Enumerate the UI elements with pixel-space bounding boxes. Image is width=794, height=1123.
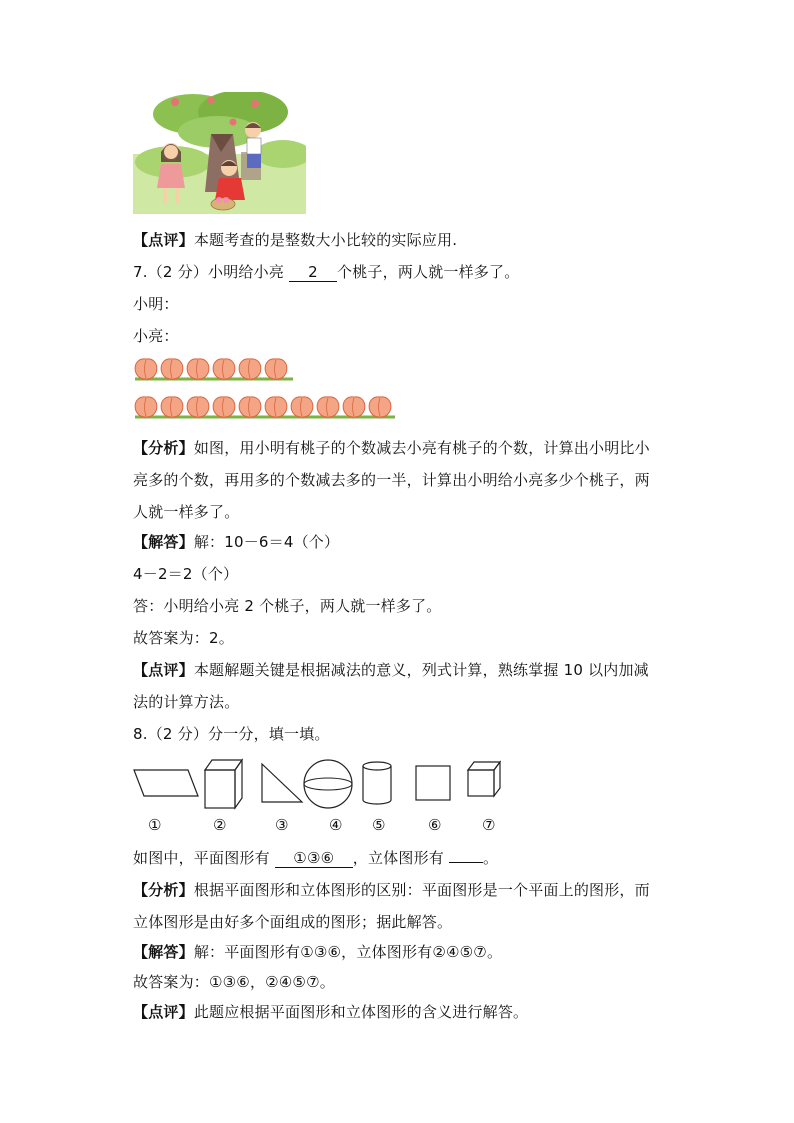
q7-label-xiaoliang: 小亮： xyxy=(133,327,179,345)
triangle-shape xyxy=(262,764,302,802)
shape-label-7: ⑦ xyxy=(482,816,496,834)
peach-icon xyxy=(343,397,365,417)
q8-solution-line: 【解答】解：平面图形有①③⑥，立体图形有②④⑤⑦。 xyxy=(133,943,503,961)
peach-icon xyxy=(291,397,313,417)
peach-icon xyxy=(135,397,157,417)
sphere-shape xyxy=(304,760,352,808)
cylinder-shape xyxy=(363,762,391,804)
shape-label-2: ② xyxy=(213,816,227,834)
q8-analysis-line1: 【分析】根据平面图形和立体图形的区别：平面图形是一个平面上的图形，而 xyxy=(133,881,650,899)
peach-icon xyxy=(317,397,339,417)
q7-final-answer: 故答案为：2。 xyxy=(133,629,234,647)
q8-plane-answer-blank: ①③⑥ xyxy=(275,849,353,868)
shape-label-3: ③ xyxy=(275,816,289,834)
peach-row-xiaoliang xyxy=(133,392,395,422)
peach-icon xyxy=(161,359,183,379)
q7-label-xiaoming: 小明： xyxy=(133,295,179,313)
peach-icon xyxy=(161,397,183,417)
parallelogram-shape xyxy=(134,770,198,796)
square-shape xyxy=(416,766,450,800)
peach-icon xyxy=(369,397,391,417)
q8-final-answer: 故答案为：①③⑥，②④⑤⑦。 xyxy=(133,973,335,991)
cube-shape xyxy=(468,762,500,796)
q7-solution-line2: 4－2＝2（个） xyxy=(133,565,239,583)
q7-analysis-line1: 【分析】如图，用小明有桃子的个数减去小亮有桃子的个数，计算出小明比小 xyxy=(133,439,650,457)
peach-icon xyxy=(239,397,261,417)
shape-label-4: ④ xyxy=(329,816,343,834)
q8-analysis-line2: 立体图形是由好多个面组成的图形；据此解答。 xyxy=(133,913,453,931)
q7-analysis-line3: 人就一样多了。 xyxy=(133,503,240,521)
peach-icon xyxy=(187,397,209,417)
q7-review-line1: 【点评】本题解题关键是根据减法的意义，列式计算，熟练掌握 10 以内加减 xyxy=(133,661,649,679)
peach-icon xyxy=(213,359,235,379)
shape-label-1: ① xyxy=(148,816,162,834)
peach-tree-illustration xyxy=(133,92,306,214)
q8-question: 8.（2 分）分一分，填一填。 xyxy=(133,725,330,743)
q7-solution-line1: 【解答】解：10－6＝4（个） xyxy=(133,533,340,551)
cuboid-shape xyxy=(205,760,242,808)
q6-review: 【点评】本题考查的是整数大小比较的实际应用. xyxy=(133,231,458,249)
shape-label-6: ⑥ xyxy=(428,816,442,834)
q7-review-line2: 法的计算方法。 xyxy=(133,693,240,711)
q8-solid-answer-blank xyxy=(449,862,483,863)
peach-icon xyxy=(239,359,261,379)
q7-analysis-line2: 亮多的个数，再用多的个数减去多的一半，计算出小明给小亮多少个桃子，两 xyxy=(133,471,650,489)
q7-answer-line: 答：小明给小亮 2 个桃子，两人就一样多了。 xyxy=(133,597,442,615)
q7-question: 7.（2 分）小明给小亮 2 个桃子，两人就一样多了。 xyxy=(133,263,520,281)
peach-icon xyxy=(213,397,235,417)
q8-fill-line: 如图中，平面图形有 ①③⑥ ，立体图形有 。 xyxy=(133,849,499,867)
q8-review-line: 【点评】此题应根据平面图形和立体图形的含义进行解答。 xyxy=(133,1003,529,1021)
peach-icon xyxy=(135,359,157,379)
shape-label-5: ⑤ xyxy=(372,816,386,834)
peach-row-xiaoming xyxy=(133,354,303,384)
peach-icon xyxy=(187,359,209,379)
peach-icon xyxy=(265,359,287,379)
q7-answer-blank: 2 xyxy=(289,263,337,282)
peach-icon xyxy=(265,397,287,417)
shapes-figure xyxy=(130,756,510,816)
